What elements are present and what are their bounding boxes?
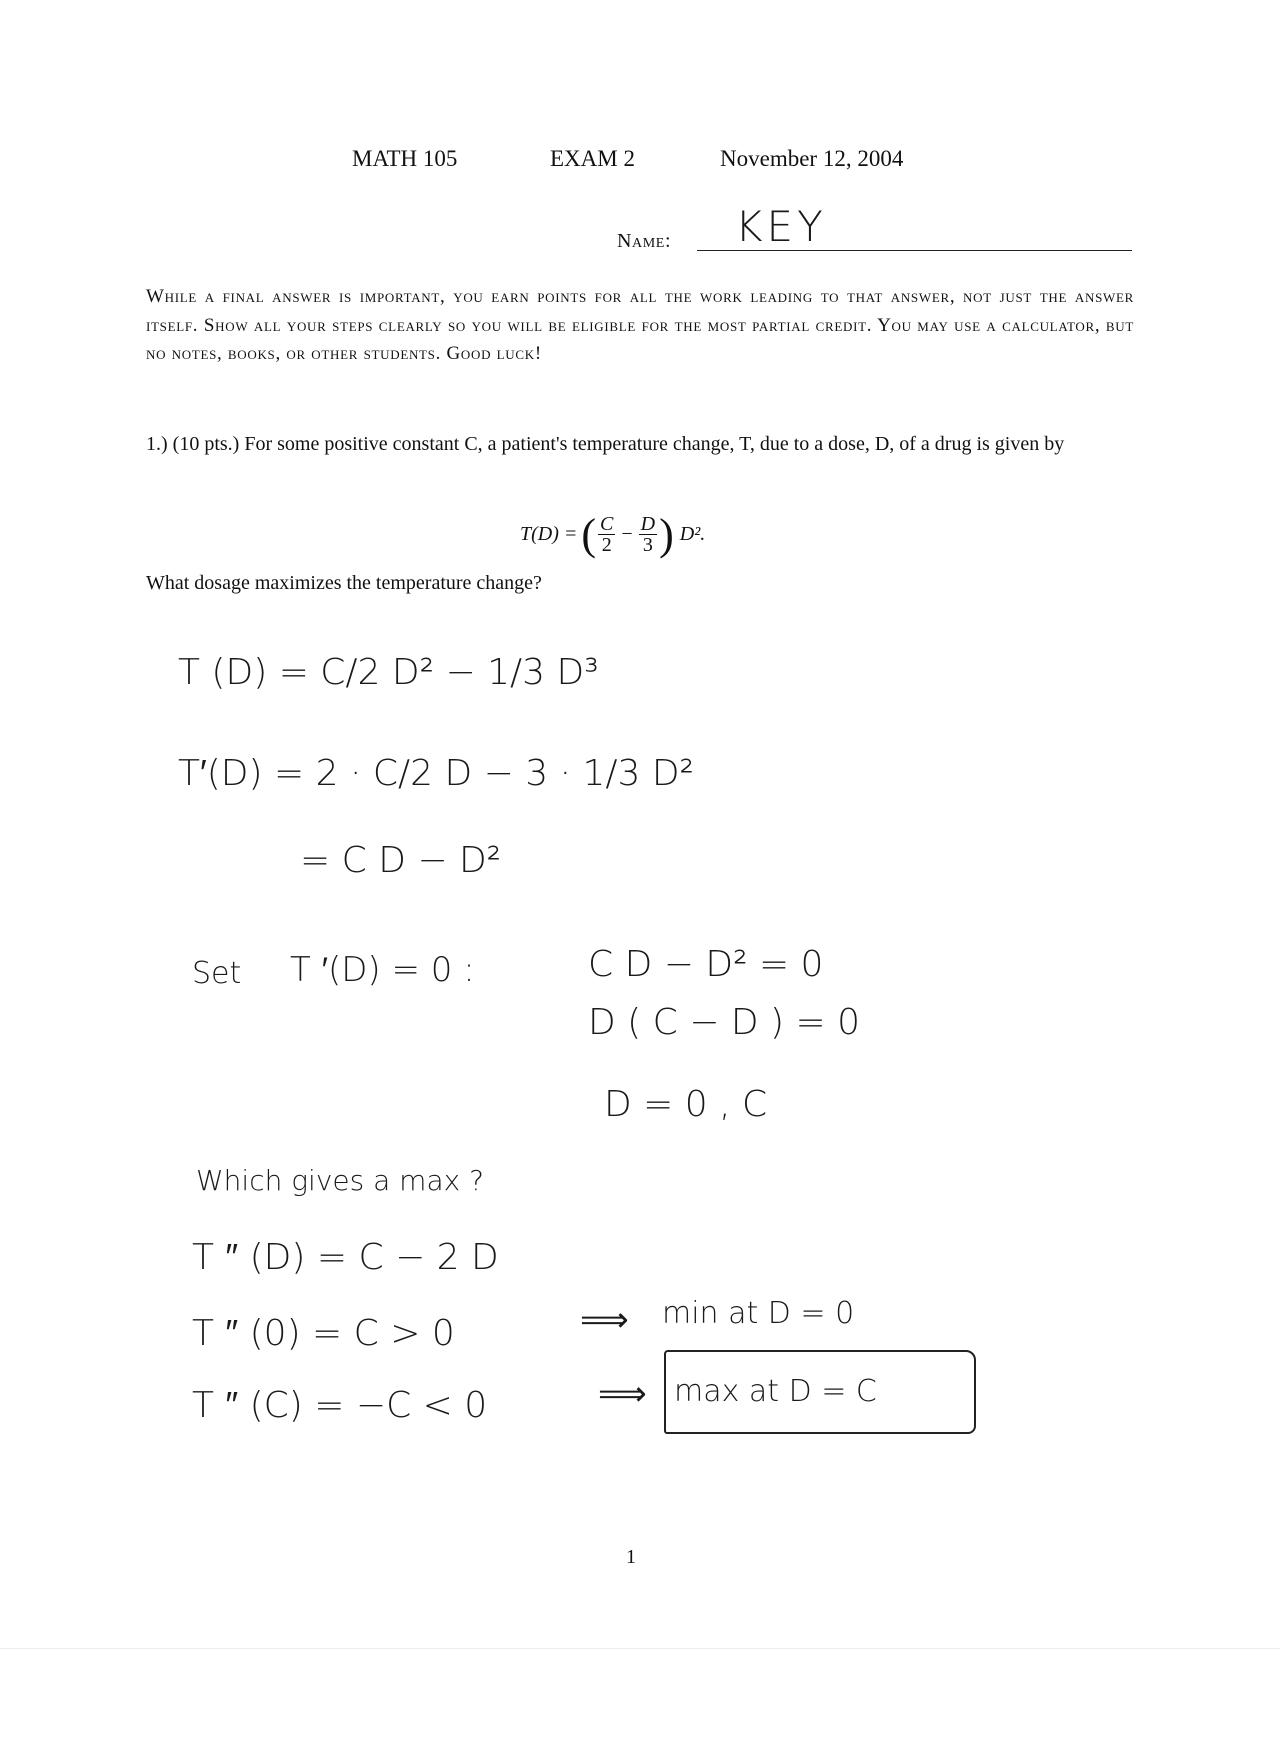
formula-tail: D².	[679, 522, 706, 545]
solution-line-1: T (D) = C/2 D² − 1/3 D³	[178, 652, 599, 693]
solution-set-equation: T ′(D) = 0 :	[290, 950, 475, 990]
solution-step-1: C D − D² = 0	[588, 944, 824, 985]
solution-second-derivative: T ″ (D) = C − 2 D	[192, 1237, 499, 1278]
solution-max-result: max at D = C	[674, 1374, 877, 1409]
solution-test-c: T ″ (C) = −C < 0	[192, 1385, 488, 1426]
answer-box	[664, 1350, 976, 1434]
name-field	[617, 202, 1137, 256]
formula-lhs: T(D) =	[520, 522, 578, 545]
solution-set-label: Set	[192, 956, 242, 991]
solution-min-result: min at D = 0	[662, 1296, 855, 1331]
instructions-paragraph: While a final answer is important, you earn points for all the work leading to that answer, not just the answer itself. Show all your steps clearly so you will be eligible for the most partial credit. You may use a calculator, but no notes, books, or other students. Good luck!	[146, 286, 1134, 364]
exam-header	[352, 146, 952, 178]
formula-fraction-c: $\frac{C}{2}$	[600, 512, 614, 556]
formula-minus: −	[621, 522, 633, 545]
scan-edge-divider	[0, 1648, 1280, 1649]
arrow-implies-icon: ⟹	[580, 1300, 629, 1340]
solution-test-zero: T ″ (0) = C > 0	[192, 1313, 455, 1354]
problem-text: For some positive constant C, a patient's temperature change, T, due to a dose, D, of a drug is given by	[244, 433, 1065, 455]
arrow-implies-icon: ⟹	[598, 1374, 647, 1414]
problem-question: What dosage maximizes the temperature change?	[146, 572, 542, 594]
problem-points: (10 pts.)	[172, 433, 240, 455]
name-value: KEY	[735, 202, 827, 251]
name-label: Name:	[617, 230, 672, 252]
solution-line-2: T′(D) = 2 · C/2 D − 3 · 1/3 D²	[178, 753, 694, 794]
problem-statement	[146, 430, 1134, 458]
solution-step-3: D = 0 , C	[604, 1084, 768, 1125]
course-title: MATH 105	[352, 146, 458, 171]
solution-line-3: = C D − D²	[300, 840, 502, 881]
formula-fraction-d: $\frac{D}{3}$	[640, 512, 656, 556]
page-number: 1	[626, 1546, 636, 1568]
problem-number: 1.)	[146, 433, 168, 455]
exam-title: EXAM 2	[550, 146, 635, 171]
formula-display: T(D) = ( $\frac{C}{2}$ − $\frac{D}{3}$ ) D².	[520, 509, 706, 559]
solution-which-max: Which gives a max ?	[196, 1164, 484, 1197]
exam-date: November 12, 2004	[720, 146, 904, 171]
solution-step-2: D ( C − D ) = 0	[588, 1002, 861, 1043]
